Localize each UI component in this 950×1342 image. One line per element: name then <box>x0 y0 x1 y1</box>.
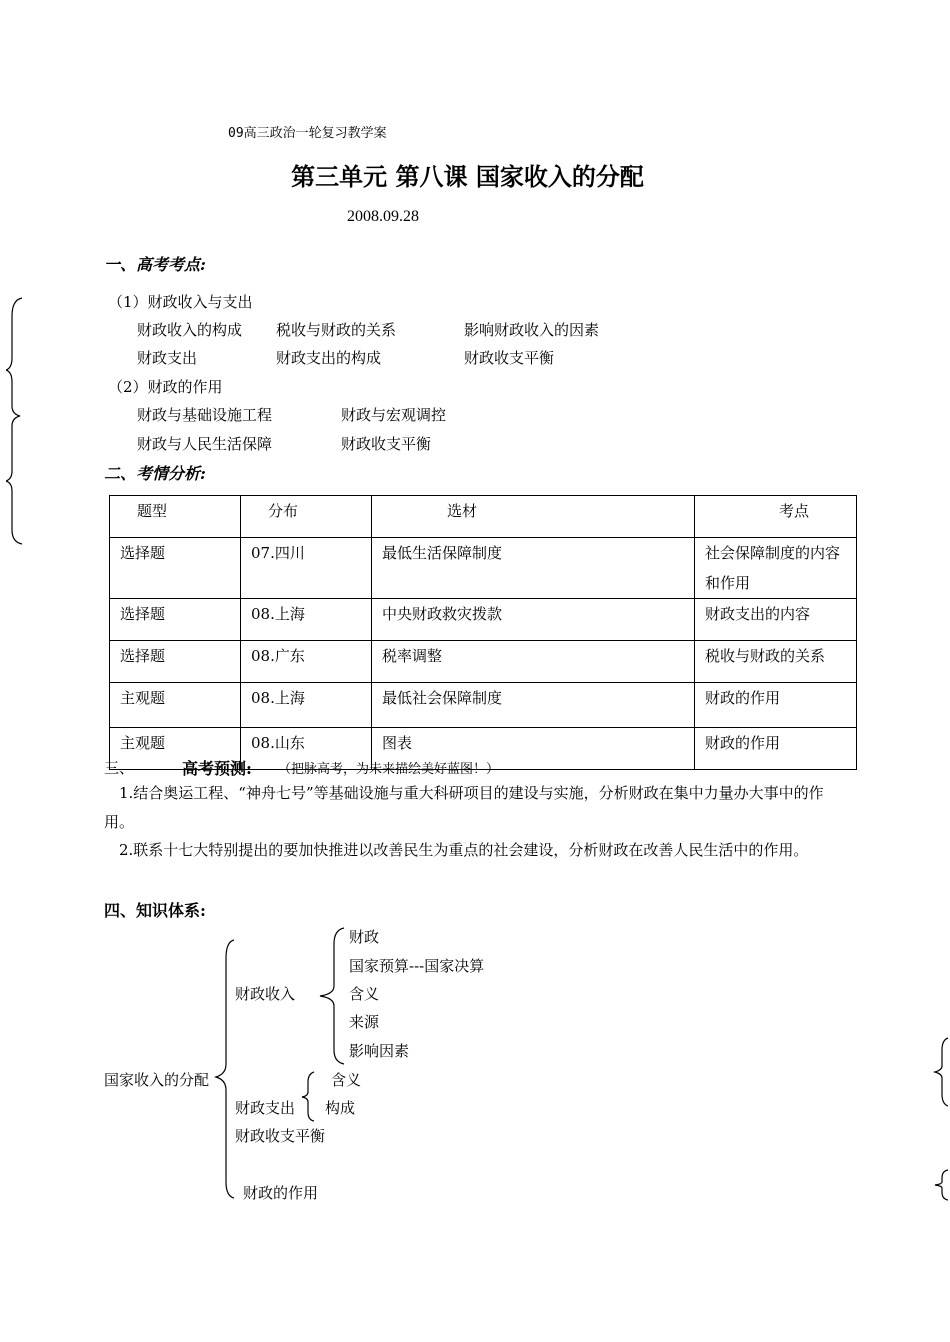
section3-note: （把脉高考，为未来描绘美好蓝图！） <box>278 762 500 777</box>
cell-point: 社会保障制度的内容和作用 <box>695 538 857 599</box>
point-balance: 财政收支平衡 <box>464 349 555 367</box>
cell-type: 主观题 <box>110 728 241 770</box>
cell-source: 08.上海 <box>241 599 372 641</box>
point-livelihood: 财政与人民生活保障 <box>137 435 273 453</box>
right-margin-brace <box>932 1036 950 1108</box>
tree-expense: 财政支出 <box>235 1099 296 1117</box>
tree-income: 财政收入 <box>235 985 296 1003</box>
document-subtitle: 09高三政治一轮复习教学案 <box>228 126 387 141</box>
tree-income-item: 影响因素 <box>349 1042 410 1060</box>
income-brace <box>316 926 346 1066</box>
column-header: 分布 <box>241 496 372 538</box>
table-header-row <box>110 496 857 538</box>
point-balance-2: 财政收支平衡 <box>341 435 432 453</box>
cell-material: 图表 <box>372 728 695 770</box>
tree-expense-item: 构成 <box>325 1099 356 1117</box>
left-margin-brace <box>6 296 26 546</box>
tree-root: 国家收入的分配 <box>104 1071 210 1089</box>
cell-source: 08.山东 <box>241 728 372 770</box>
point-macro-control: 财政与宏观调控 <box>341 406 447 424</box>
section1-heading: 一、高考考点: <box>104 255 206 274</box>
cell-material: 最低生活保障制度 <box>372 538 695 599</box>
exam-analysis-table <box>109 495 857 770</box>
cell-type: 选择题 <box>110 599 241 641</box>
cell-source: 07.四川 <box>241 538 372 599</box>
expense-brace <box>298 1070 318 1122</box>
column-header: 题型 <box>110 496 241 538</box>
cell-point: 财政支出的内容 <box>695 599 857 641</box>
prediction-item-2: 2.联系十七大特别提出的要加快推进以改善民生为重点的社会建设，分析财政在改善人民生活中的作用。 <box>119 841 809 859</box>
tree-income-item: 含义 <box>349 985 380 1003</box>
section2-heading: 二、考情分析: <box>104 464 206 483</box>
cell-source: 08.广东 <box>241 641 372 683</box>
group1-title: （1）财政收入与支出 <box>108 293 253 311</box>
tree-balance: 财政收支平衡 <box>235 1127 326 1145</box>
tree-income-item: 来源 <box>349 1013 380 1031</box>
point-income-structure: 财政收入的构成 <box>137 321 243 339</box>
prediction-item-1: 1.结合奥运工程、“神舟七号”等基础设施与重大科研项目的建设与实施，分析财政在集中力量办大事中的作用。 <box>104 784 824 831</box>
cell-material: 中央财政救灾拨款 <box>372 599 695 641</box>
group2-title: （2）财政的作用 <box>108 378 223 396</box>
cell-type: 选择题 <box>110 538 241 599</box>
document-title: 第三单元 第八课 国家收入的分配 <box>291 163 644 191</box>
column-header: 选材 <box>372 496 695 538</box>
point-infrastructure: 财政与基础设施工程 <box>137 406 273 424</box>
cell-point: 税收与财政的关系 <box>695 641 857 683</box>
tree-expense-item: 含义 <box>331 1071 362 1089</box>
tree-role: 财政的作用 <box>243 1184 319 1202</box>
cell-source: 08.上海 <box>241 683 372 728</box>
table-row <box>110 599 857 641</box>
document-date: 2008.09.28 <box>347 208 419 225</box>
cell-point: 财政的作用 <box>695 683 857 728</box>
table-row <box>110 641 857 683</box>
cell-point: 财政的作用 <box>695 728 857 770</box>
point-income-factors: 影响财政收入的因素 <box>464 321 600 339</box>
table-row <box>110 538 857 599</box>
right-margin-brace-small <box>932 1168 950 1202</box>
cell-type: 选择题 <box>110 641 241 683</box>
point-expense: 财政支出 <box>137 349 198 367</box>
section4-heading: 四、知识体系: <box>104 901 206 920</box>
table-row <box>110 683 857 728</box>
point-expense-structure: 财政支出的构成 <box>276 349 382 367</box>
section3-heading: 高考预测: <box>182 759 252 778</box>
section3-number: 三、 <box>104 759 135 777</box>
point-tax-finance: 税收与财政的关系 <box>276 321 397 339</box>
tree-income-item: 国家预算---国家决算 <box>349 957 485 975</box>
column-header: 考点 <box>695 496 857 538</box>
tree-income-item: 财政 <box>349 928 380 946</box>
tree-root-brace <box>210 938 236 1200</box>
cell-type: 主观题 <box>110 683 241 728</box>
cell-material: 最低社会保障制度 <box>372 683 695 728</box>
cell-material: 税率调整 <box>372 641 695 683</box>
